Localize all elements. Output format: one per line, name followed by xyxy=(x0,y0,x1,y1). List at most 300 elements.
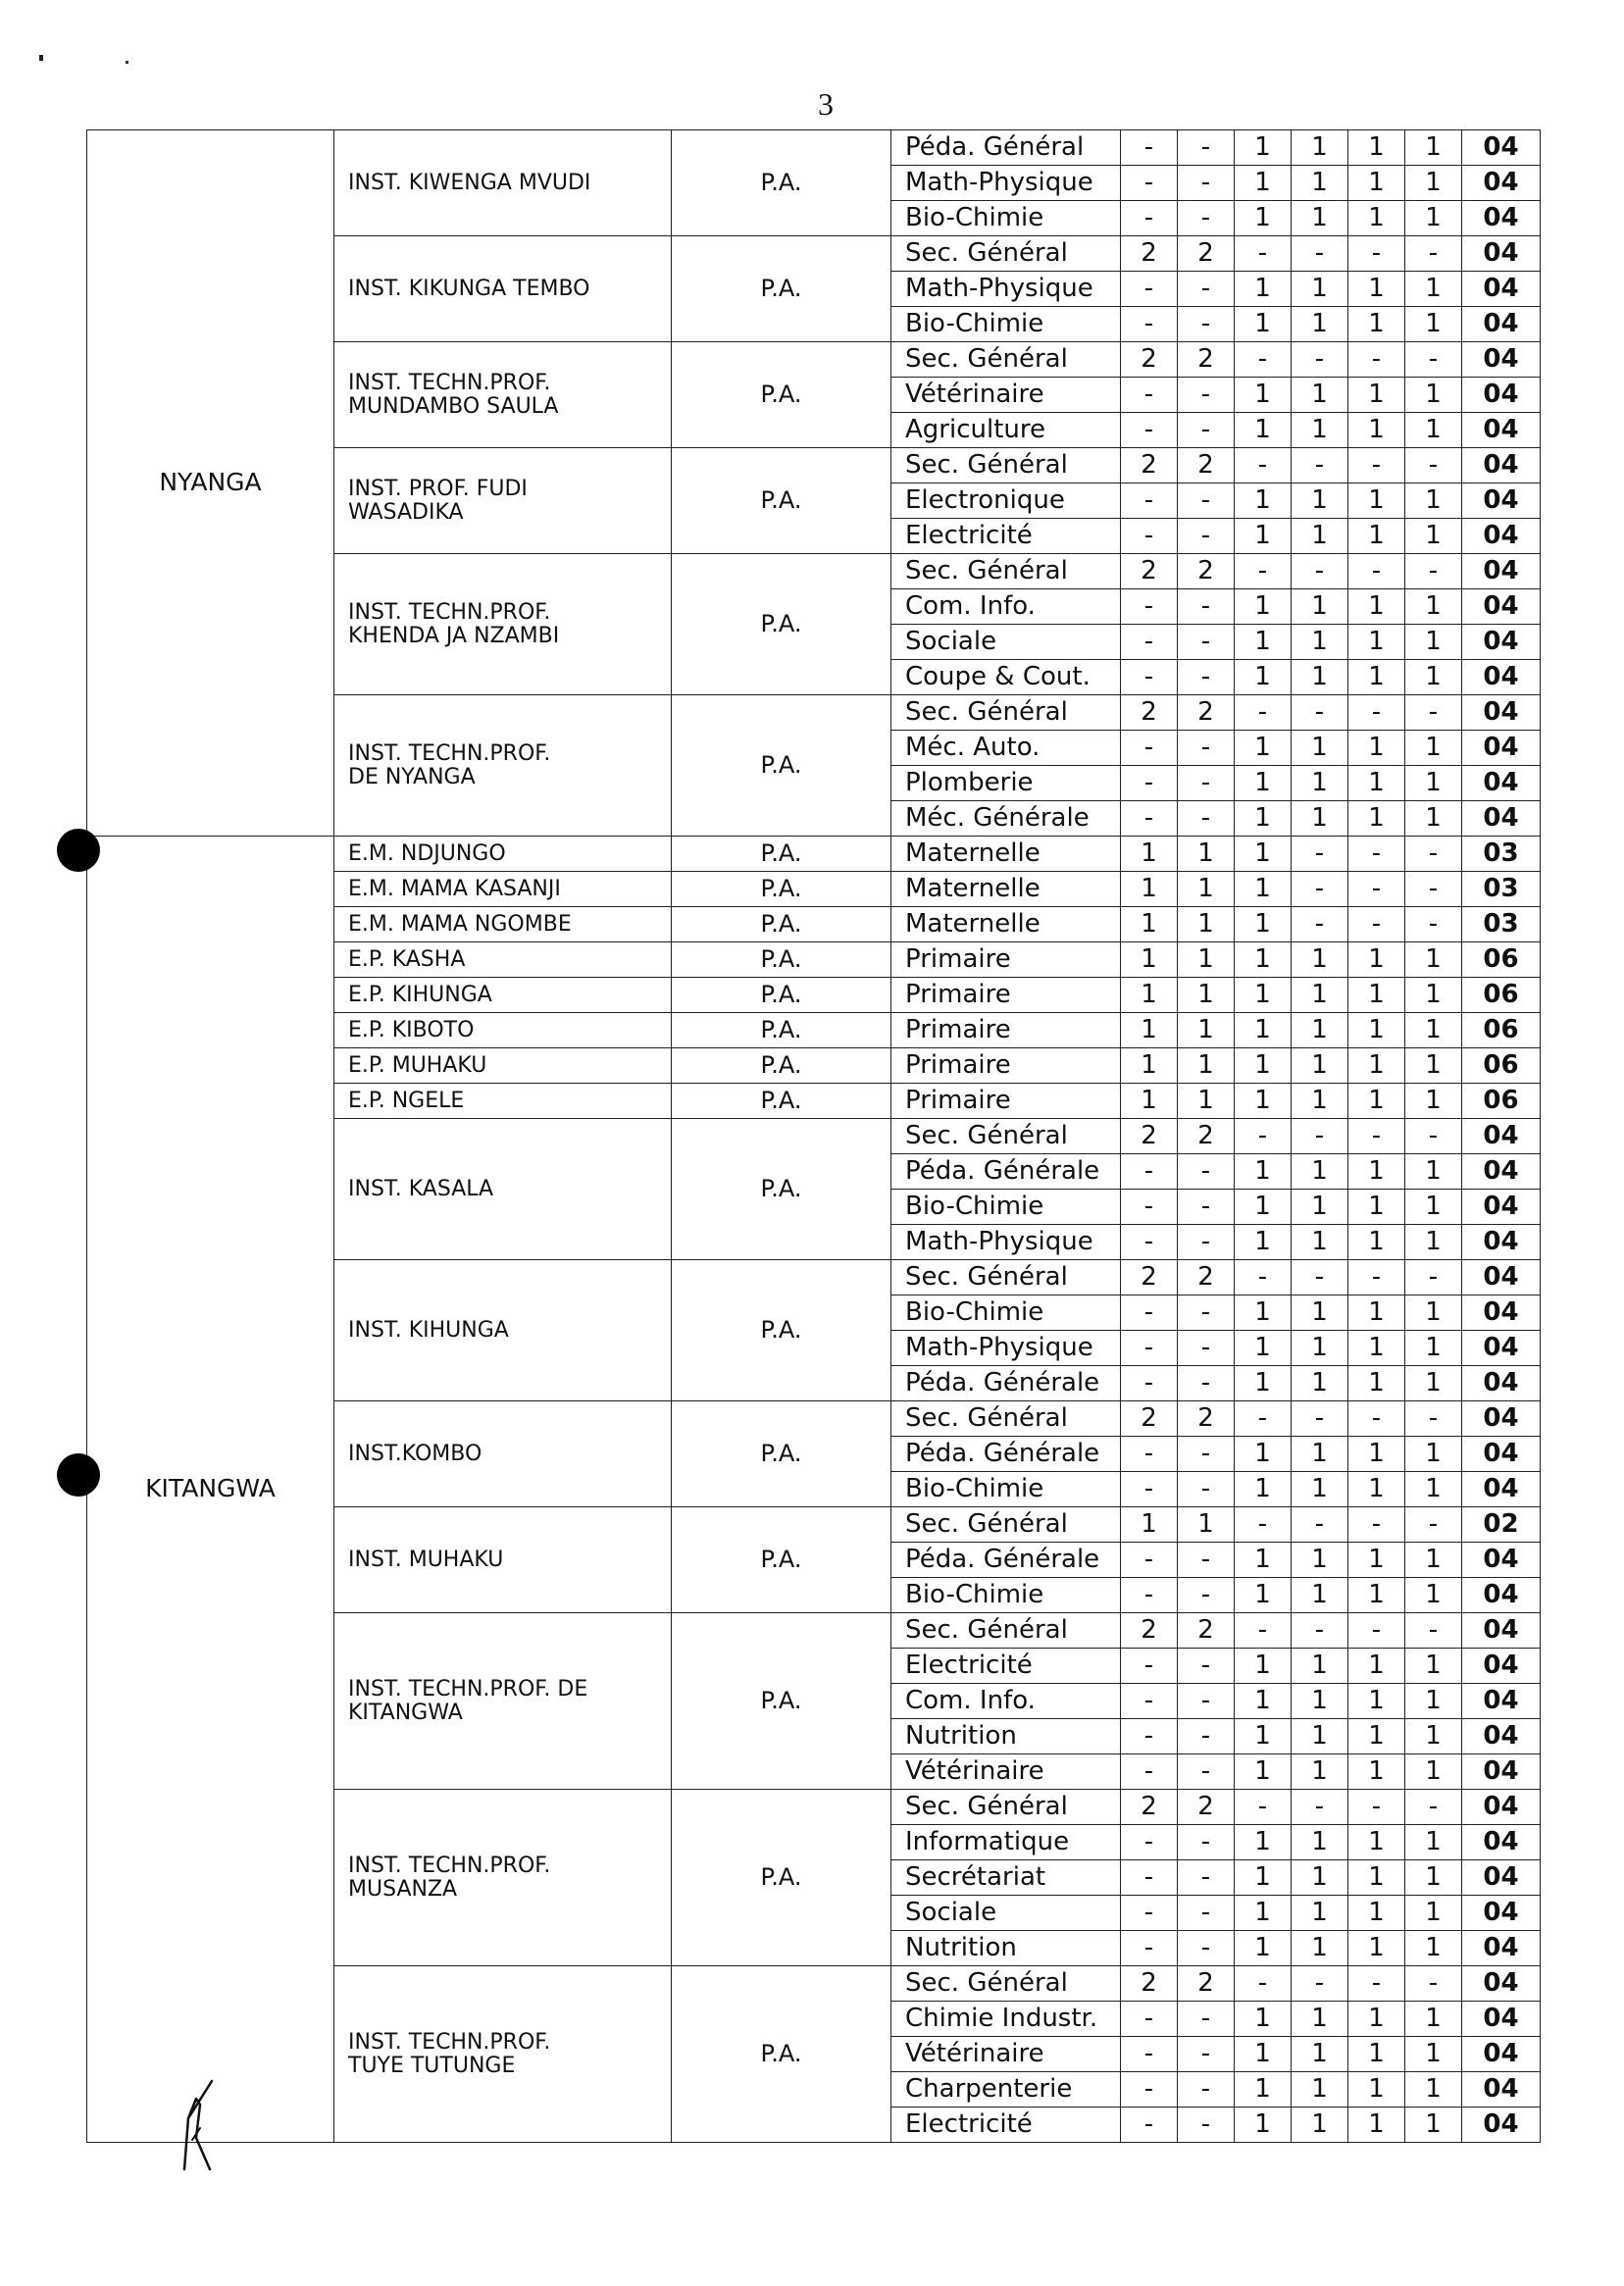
class-count-1: - xyxy=(1121,1825,1178,1860)
class-count-6: - xyxy=(1405,1119,1462,1154)
class-count-4: 1 xyxy=(1292,2108,1348,2143)
class-count-6: 1 xyxy=(1405,2037,1462,2072)
class-count-5: 1 xyxy=(1348,1543,1405,1578)
class-count-6: 1 xyxy=(1405,978,1462,1013)
class-count-6: - xyxy=(1405,1401,1462,1437)
class-count-3: - xyxy=(1235,1613,1292,1649)
class-count-6: 1 xyxy=(1405,1084,1462,1119)
class-count-3: 1 xyxy=(1235,1719,1292,1754)
class-count-2: 2 xyxy=(1178,1613,1235,1649)
total-cell: 04 xyxy=(1462,1613,1541,1649)
school-cell xyxy=(334,1013,672,1048)
school-cell xyxy=(334,1613,672,1790)
class-count-6: 1 xyxy=(1405,413,1462,448)
section-name: Primaire xyxy=(891,1013,1121,1048)
class-count-4: 1 xyxy=(1292,1013,1348,1048)
section-name: Méc. Auto. xyxy=(891,731,1121,766)
regime-cell: P.A. xyxy=(672,1119,891,1260)
total-cell: 04 xyxy=(1462,766,1541,801)
regime-cell: P.A. xyxy=(672,837,891,872)
class-count-5: 1 xyxy=(1348,766,1405,801)
class-count-1: - xyxy=(1121,589,1178,625)
class-count-5: - xyxy=(1348,872,1405,907)
class-count-3: 1 xyxy=(1235,766,1292,801)
section-name: Electricité xyxy=(891,519,1121,554)
total-cell: 04 xyxy=(1462,1684,1541,1719)
section-name: Bio-Chimie xyxy=(891,201,1121,236)
class-count-2: 1 xyxy=(1178,1048,1235,1084)
class-count-1: 1 xyxy=(1121,1013,1178,1048)
class-count-3: - xyxy=(1235,1401,1292,1437)
class-count-3: 1 xyxy=(1235,2072,1292,2108)
class-count-5: 1 xyxy=(1348,413,1405,448)
class-count-1: 1 xyxy=(1121,837,1178,872)
class-count-1: - xyxy=(1121,1684,1178,1719)
school-cell xyxy=(334,1790,672,1966)
scan-mark xyxy=(126,61,128,64)
school-name: INST. PROF. FUDI WASADIKA xyxy=(348,477,528,525)
class-count-2: 2 xyxy=(1178,1966,1235,2002)
class-count-2: - xyxy=(1178,1331,1235,1366)
class-count-1: - xyxy=(1121,2037,1178,2072)
class-count-2: - xyxy=(1178,1366,1235,1401)
school-name: INST. TECHN.PROF. DE NYANGA xyxy=(348,741,551,789)
class-count-3: - xyxy=(1235,554,1292,589)
class-count-1: - xyxy=(1121,1437,1178,1472)
total-cell: 04 xyxy=(1462,2072,1541,2108)
regime-cell: P.A. xyxy=(672,907,891,942)
class-count-1: 1 xyxy=(1121,978,1178,1013)
section-name: Vétérinaire xyxy=(891,1754,1121,1790)
class-count-5: 1 xyxy=(1348,2108,1405,2143)
section-name: Math-Physique xyxy=(891,1225,1121,1260)
class-count-5: 1 xyxy=(1348,1649,1405,1684)
class-count-1: - xyxy=(1121,1578,1178,1613)
class-count-3: 1 xyxy=(1235,872,1292,907)
class-count-4: 1 xyxy=(1292,766,1348,801)
class-count-4: 1 xyxy=(1292,1896,1348,1931)
class-count-5: 1 xyxy=(1348,1331,1405,1366)
regime-cell: P.A. xyxy=(672,1613,891,1790)
section-name: Bio-Chimie xyxy=(891,1295,1121,1331)
class-count-1: 2 xyxy=(1121,1790,1178,1825)
class-count-6: - xyxy=(1405,1966,1462,2002)
total-cell: 04 xyxy=(1462,1825,1541,1860)
school-cell xyxy=(334,872,672,907)
class-count-6: 1 xyxy=(1405,1295,1462,1331)
class-count-4: 1 xyxy=(1292,2037,1348,2072)
total-cell: 04 xyxy=(1462,166,1541,201)
class-count-4: 1 xyxy=(1292,589,1348,625)
total-cell: 04 xyxy=(1462,1790,1541,1825)
class-count-5: 1 xyxy=(1348,2002,1405,2037)
class-count-5: 1 xyxy=(1348,201,1405,236)
class-count-6: 1 xyxy=(1405,660,1462,695)
class-count-6: 1 xyxy=(1405,1896,1462,1931)
regime-cell: P.A. xyxy=(672,1084,891,1119)
total-cell: 04 xyxy=(1462,413,1541,448)
signature-mark xyxy=(167,2079,255,2177)
class-count-6: - xyxy=(1405,342,1462,378)
class-count-5: - xyxy=(1348,236,1405,272)
class-count-1: - xyxy=(1121,1754,1178,1790)
regime-cell: P.A. xyxy=(672,1260,891,1401)
class-count-5: - xyxy=(1348,1119,1405,1154)
class-count-1: 1 xyxy=(1121,1507,1178,1543)
school-name: INST. TECHN.PROF. DE KITANGWA xyxy=(348,1677,588,1725)
class-count-5: - xyxy=(1348,1613,1405,1649)
class-count-4: - xyxy=(1292,1507,1348,1543)
class-count-3: 1 xyxy=(1235,1684,1292,1719)
class-count-5: - xyxy=(1348,907,1405,942)
class-count-6: 1 xyxy=(1405,1225,1462,1260)
class-count-3: 1 xyxy=(1235,378,1292,413)
total-cell: 04 xyxy=(1462,1190,1541,1225)
class-count-6: 1 xyxy=(1405,201,1462,236)
class-count-6: - xyxy=(1405,1507,1462,1543)
section-name: Secrétariat xyxy=(891,1860,1121,1896)
class-count-2: - xyxy=(1178,1684,1235,1719)
class-count-6: 1 xyxy=(1405,1331,1462,1366)
class-count-2: 2 xyxy=(1178,1401,1235,1437)
class-count-1: 2 xyxy=(1121,1401,1178,1437)
class-count-3: 1 xyxy=(1235,1825,1292,1860)
section-name: Nutrition xyxy=(891,1931,1121,1966)
class-count-4: 1 xyxy=(1292,519,1348,554)
regime-cell: P.A. xyxy=(672,554,891,695)
school-name: E.M. MAMA NGOMBE xyxy=(348,911,572,937)
school-name: INST. KIKUNGA TEMBO xyxy=(348,276,590,301)
class-count-3: 1 xyxy=(1235,907,1292,942)
total-cell: 04 xyxy=(1462,625,1541,660)
section-name: Sec. Général xyxy=(891,342,1121,378)
punch-hole xyxy=(57,829,100,872)
class-count-3: 1 xyxy=(1235,483,1292,519)
class-count-6: 1 xyxy=(1405,483,1462,519)
class-count-6: 1 xyxy=(1405,1719,1462,1754)
class-count-3: 1 xyxy=(1235,1578,1292,1613)
total-cell: 04 xyxy=(1462,236,1541,272)
class-count-4: 1 xyxy=(1292,1719,1348,1754)
class-count-6: 1 xyxy=(1405,1437,1462,1472)
class-count-2: 2 xyxy=(1178,695,1235,731)
section-name: Péda. Générale xyxy=(891,1366,1121,1401)
class-count-1: 2 xyxy=(1121,1613,1178,1649)
section-name: Math-Physique xyxy=(891,1331,1121,1366)
school-cell xyxy=(334,236,672,342)
class-count-3: 1 xyxy=(1235,1860,1292,1896)
total-cell: 04 xyxy=(1462,695,1541,731)
total-cell: 04 xyxy=(1462,1366,1541,1401)
class-count-6: 1 xyxy=(1405,307,1462,342)
section-name: Méc. Générale xyxy=(891,801,1121,837)
class-count-2: - xyxy=(1178,483,1235,519)
class-count-6: 1 xyxy=(1405,272,1462,307)
section-name: Bio-Chimie xyxy=(891,1578,1121,1613)
punch-hole xyxy=(57,1453,100,1497)
class-count-5: 1 xyxy=(1348,166,1405,201)
table-row xyxy=(87,837,1541,872)
class-count-6: - xyxy=(1405,695,1462,731)
total-cell: 04 xyxy=(1462,1437,1541,1472)
school-cell xyxy=(334,907,672,942)
total-cell: 04 xyxy=(1462,448,1541,483)
class-count-4: 1 xyxy=(1292,272,1348,307)
class-count-1: - xyxy=(1121,1860,1178,1896)
class-count-5: 1 xyxy=(1348,272,1405,307)
class-count-2: 2 xyxy=(1178,342,1235,378)
total-cell: 04 xyxy=(1462,342,1541,378)
class-count-6: 1 xyxy=(1405,801,1462,837)
class-count-4: 1 xyxy=(1292,1825,1348,1860)
class-count-1: - xyxy=(1121,130,1178,166)
class-count-4: - xyxy=(1292,907,1348,942)
class-count-6: 1 xyxy=(1405,625,1462,660)
class-count-6: - xyxy=(1405,872,1462,907)
class-count-1: - xyxy=(1121,1931,1178,1966)
class-count-1: 1 xyxy=(1121,1084,1178,1119)
total-cell: 03 xyxy=(1462,872,1541,907)
class-count-4: 1 xyxy=(1292,625,1348,660)
class-count-5: 1 xyxy=(1348,589,1405,625)
school-name: E.P. KIHUNGA xyxy=(348,982,492,1007)
total-cell: 04 xyxy=(1462,2002,1541,2037)
class-count-6: - xyxy=(1405,1790,1462,1825)
total-cell: 04 xyxy=(1462,2037,1541,2072)
class-count-2: 1 xyxy=(1178,942,1235,978)
school-name: INST. TECHN.PROF. MUNDAMBO SAULA xyxy=(348,371,559,419)
class-count-4: - xyxy=(1292,236,1348,272)
class-count-4: 1 xyxy=(1292,307,1348,342)
total-cell: 04 xyxy=(1462,201,1541,236)
class-count-2: 1 xyxy=(1178,837,1235,872)
class-count-4: 1 xyxy=(1292,1860,1348,1896)
total-cell: 06 xyxy=(1462,978,1541,1013)
regime-cell: P.A. xyxy=(672,1507,891,1613)
class-count-5: 1 xyxy=(1348,1013,1405,1048)
school-name: INST. KIHUNGA xyxy=(348,1317,509,1343)
class-count-5: 1 xyxy=(1348,978,1405,1013)
class-count-3: 1 xyxy=(1235,1190,1292,1225)
section-name: Electricité xyxy=(891,2108,1121,2143)
class-count-5: 1 xyxy=(1348,942,1405,978)
class-count-1: - xyxy=(1121,201,1178,236)
class-count-1: 1 xyxy=(1121,872,1178,907)
class-count-1: 2 xyxy=(1121,236,1178,272)
class-count-5: - xyxy=(1348,837,1405,872)
class-count-2: 1 xyxy=(1178,1013,1235,1048)
class-count-1: - xyxy=(1121,413,1178,448)
class-count-6: - xyxy=(1405,554,1462,589)
class-count-4: 1 xyxy=(1292,942,1348,978)
class-count-1: - xyxy=(1121,1719,1178,1754)
class-count-4: 1 xyxy=(1292,1684,1348,1719)
class-count-5: 1 xyxy=(1348,1472,1405,1507)
class-count-4: - xyxy=(1292,1401,1348,1437)
class-count-3: 1 xyxy=(1235,1754,1292,1790)
class-count-1: - xyxy=(1121,1295,1178,1331)
table-row xyxy=(87,130,1541,166)
total-cell: 04 xyxy=(1462,519,1541,554)
class-count-2: - xyxy=(1178,272,1235,307)
class-count-3: 1 xyxy=(1235,625,1292,660)
page-number: 3 xyxy=(818,86,834,122)
class-count-5: 1 xyxy=(1348,483,1405,519)
class-count-4: - xyxy=(1292,1119,1348,1154)
section-name: Péda. Générale xyxy=(891,1437,1121,1472)
school-name: E.P. NGELE xyxy=(348,1088,465,1113)
class-count-4: 1 xyxy=(1292,1578,1348,1613)
section-name: Electricité xyxy=(891,1649,1121,1684)
class-count-2: - xyxy=(1178,1472,1235,1507)
school-cell xyxy=(334,130,672,236)
class-count-4: - xyxy=(1292,1613,1348,1649)
class-count-4: - xyxy=(1292,837,1348,872)
section-name: Maternelle xyxy=(891,872,1121,907)
total-cell: 04 xyxy=(1462,130,1541,166)
class-count-2: 2 xyxy=(1178,554,1235,589)
class-count-3: 1 xyxy=(1235,1048,1292,1084)
class-count-4: 1 xyxy=(1292,166,1348,201)
total-cell: 06 xyxy=(1462,1084,1541,1119)
total-cell: 04 xyxy=(1462,2108,1541,2143)
total-cell: 04 xyxy=(1462,1543,1541,1578)
class-count-6: 1 xyxy=(1405,1825,1462,1860)
school-cell xyxy=(334,695,672,837)
total-cell: 06 xyxy=(1462,1048,1541,1084)
class-count-5: 1 xyxy=(1348,801,1405,837)
regime-cell: P.A. xyxy=(672,1790,891,1966)
class-count-4: 1 xyxy=(1292,1331,1348,1366)
regime-cell: P.A. xyxy=(672,872,891,907)
class-count-1: - xyxy=(1121,766,1178,801)
class-count-4: 1 xyxy=(1292,660,1348,695)
class-count-4: - xyxy=(1292,872,1348,907)
class-count-6: 1 xyxy=(1405,1578,1462,1613)
class-count-6: 1 xyxy=(1405,166,1462,201)
class-count-2: - xyxy=(1178,1225,1235,1260)
class-count-3: 1 xyxy=(1235,1331,1292,1366)
class-count-3: 1 xyxy=(1235,272,1292,307)
class-count-1: - xyxy=(1121,272,1178,307)
total-cell: 04 xyxy=(1462,1119,1541,1154)
class-count-2: 2 xyxy=(1178,1790,1235,1825)
class-count-1: - xyxy=(1121,1190,1178,1225)
class-count-6: 1 xyxy=(1405,1649,1462,1684)
regime-cell: P.A. xyxy=(672,236,891,342)
school-name: E.P. MUHAKU xyxy=(348,1052,487,1078)
class-count-2: - xyxy=(1178,1754,1235,1790)
class-count-6: 1 xyxy=(1405,2108,1462,2143)
class-count-1: 2 xyxy=(1121,695,1178,731)
total-cell: 04 xyxy=(1462,272,1541,307)
class-count-2: - xyxy=(1178,413,1235,448)
class-count-3: 1 xyxy=(1235,1013,1292,1048)
section-name: Com. Info. xyxy=(891,589,1121,625)
class-count-4: - xyxy=(1292,1966,1348,2002)
class-count-5: - xyxy=(1348,1507,1405,1543)
class-count-2: - xyxy=(1178,731,1235,766)
total-cell: 04 xyxy=(1462,1754,1541,1790)
class-count-5: 1 xyxy=(1348,1825,1405,1860)
class-count-6: 1 xyxy=(1405,130,1462,166)
class-count-2: - xyxy=(1178,166,1235,201)
section-name: Sociale xyxy=(891,1896,1121,1931)
total-cell: 04 xyxy=(1462,1260,1541,1295)
total-cell: 04 xyxy=(1462,1331,1541,1366)
class-count-3: 1 xyxy=(1235,1472,1292,1507)
class-count-3: - xyxy=(1235,1966,1292,2002)
class-count-2: 2 xyxy=(1178,1260,1235,1295)
class-count-3: 1 xyxy=(1235,1084,1292,1119)
section-name: Sec. Général xyxy=(891,695,1121,731)
section-name: Sec. Général xyxy=(891,1260,1121,1295)
section-name: Maternelle xyxy=(891,907,1121,942)
total-cell: 04 xyxy=(1462,1860,1541,1896)
section-name: Sec. Général xyxy=(891,554,1121,589)
class-count-6: 1 xyxy=(1405,2002,1462,2037)
section-name: Math-Physique xyxy=(891,166,1121,201)
class-count-3: 1 xyxy=(1235,2037,1292,2072)
class-count-2: - xyxy=(1178,378,1235,413)
class-count-5: - xyxy=(1348,1966,1405,2002)
school-cell xyxy=(334,1401,672,1507)
class-count-5: - xyxy=(1348,1401,1405,1437)
class-count-6: 1 xyxy=(1405,766,1462,801)
class-count-3: 1 xyxy=(1235,519,1292,554)
regime-cell: P.A. xyxy=(672,978,891,1013)
class-count-5: 1 xyxy=(1348,1366,1405,1401)
class-count-4: 1 xyxy=(1292,483,1348,519)
class-count-4: 1 xyxy=(1292,978,1348,1013)
total-cell: 04 xyxy=(1462,1649,1541,1684)
class-count-3: 1 xyxy=(1235,1896,1292,1931)
class-count-3: 1 xyxy=(1235,1225,1292,1260)
section-name: Primaire xyxy=(891,978,1121,1013)
class-count-4: 1 xyxy=(1292,801,1348,837)
schools-table xyxy=(86,129,1541,2143)
class-count-5: - xyxy=(1348,342,1405,378)
class-count-3: 1 xyxy=(1235,1437,1292,1472)
class-count-1: - xyxy=(1121,483,1178,519)
class-count-2: 2 xyxy=(1178,1119,1235,1154)
class-count-5: - xyxy=(1348,1790,1405,1825)
total-cell: 04 xyxy=(1462,1578,1541,1613)
school-name: INST. TECHN.PROF. MUSANZA xyxy=(348,1854,551,1902)
class-count-4: 1 xyxy=(1292,378,1348,413)
class-count-1: - xyxy=(1121,1649,1178,1684)
class-count-2: 2 xyxy=(1178,236,1235,272)
class-count-1: - xyxy=(1121,1225,1178,1260)
class-count-5: - xyxy=(1348,448,1405,483)
total-cell: 04 xyxy=(1462,1472,1541,1507)
class-count-1: 2 xyxy=(1121,342,1178,378)
school-cell xyxy=(334,1260,672,1401)
class-count-1: 2 xyxy=(1121,1119,1178,1154)
class-count-3: - xyxy=(1235,448,1292,483)
total-cell: 03 xyxy=(1462,837,1541,872)
total-cell: 04 xyxy=(1462,1931,1541,1966)
class-count-4: 1 xyxy=(1292,1366,1348,1401)
total-cell: 04 xyxy=(1462,554,1541,589)
class-count-4: 1 xyxy=(1292,1649,1348,1684)
class-count-5: 1 xyxy=(1348,1719,1405,1754)
section-name: Informatique xyxy=(891,1825,1121,1860)
class-count-5: 1 xyxy=(1348,1578,1405,1613)
class-count-2: - xyxy=(1178,201,1235,236)
class-count-5: 1 xyxy=(1348,1754,1405,1790)
section-name: Coupe & Cout. xyxy=(891,660,1121,695)
